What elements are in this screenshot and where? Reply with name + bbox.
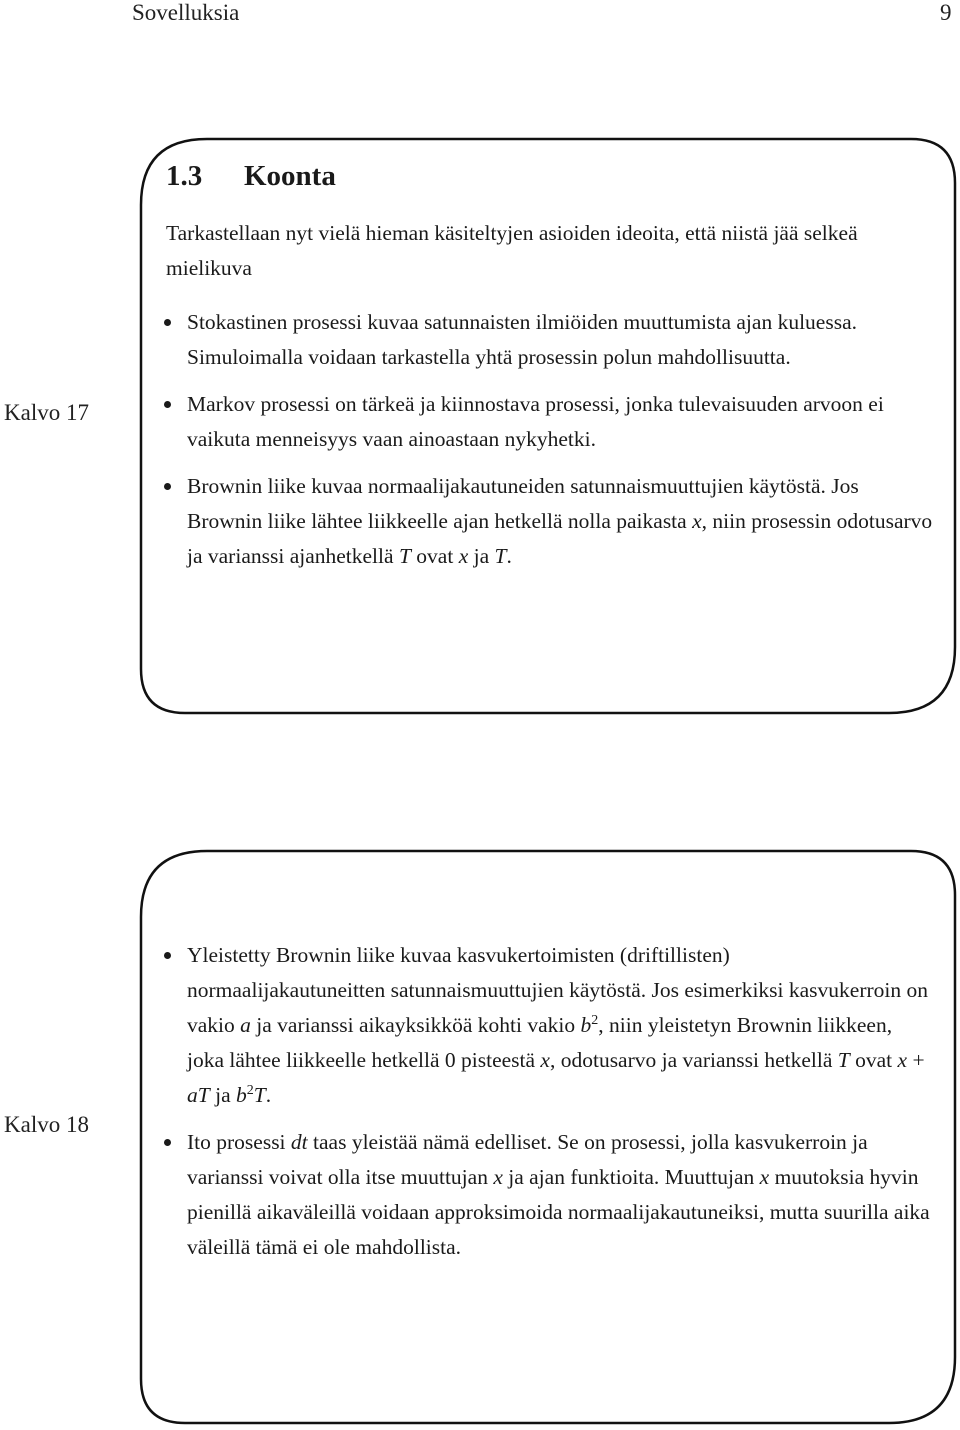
text-run: ja xyxy=(468,544,495,568)
bullet-dot-icon xyxy=(164,401,171,408)
text-run: taas yleistää nämä edelliset. Se on prosessi, jolla kasvukerroin ja varianssi voivat olla itse muuttujan xyxy=(187,1130,868,1189)
text-run: , niin prosessin odotusarvo ja varianssi ajanhetkellä xyxy=(187,509,933,568)
math-operator: + xyxy=(907,1048,925,1072)
math-var: x xyxy=(759,1165,770,1189)
math-exponent: 2 xyxy=(246,1083,254,1098)
bullet-text: Stokastinen prosessi kuvaa satunnaisten ilmiöiden muuttumista ajan kuluessa. Simuloimalla voidaan tarkastella yhtä prosessin polun mahdollisuutta. xyxy=(187,310,857,369)
math-var: x xyxy=(897,1048,908,1072)
bullet-dot-icon xyxy=(164,483,171,490)
bullet-item xyxy=(142,469,936,574)
text-run: ovat xyxy=(849,1048,898,1072)
text-run: . xyxy=(506,544,512,568)
math-var: x xyxy=(458,544,469,568)
text-run: Ito prosessi xyxy=(187,1130,291,1154)
math-var: x xyxy=(493,1165,503,1189)
page-number: 9 xyxy=(940,0,952,25)
math-var: dt xyxy=(290,1130,308,1154)
bullet-item xyxy=(142,305,936,375)
math-var: T xyxy=(494,544,507,568)
section-number: 1.3 xyxy=(166,160,203,192)
math-var: T xyxy=(398,544,411,568)
text-run: , odotusarvo ja varianssi hetkellä xyxy=(549,1048,838,1072)
bullet-dot-icon xyxy=(164,1139,171,1146)
text-run: . xyxy=(265,1083,272,1107)
text-run: Brownin liike kuvaa normaalijakautuneiden satunnaismuuttujien käytöstä. Jos Brownin liike lähtee liikkeelle ajan hetkellä nolla paikasta xyxy=(187,474,859,533)
slide-18-bullets xyxy=(142,938,932,1265)
slide-label-18: Kalvo 18 xyxy=(4,1112,89,1137)
slide-17-bullets xyxy=(142,305,936,574)
math-var: a xyxy=(240,1013,251,1037)
math-exponent: 2 xyxy=(591,1013,599,1028)
bullet-text xyxy=(187,1130,930,1259)
math-var: b xyxy=(580,1013,592,1037)
bullet-item xyxy=(142,1125,932,1265)
page-header-title: Sovelluksia xyxy=(132,0,240,25)
intro-paragraph: Tarkastellaan nyt vielä hieman käsiteltyjen asioiden ideoita, että niistä jää selkeä mielikuva xyxy=(166,221,858,280)
section-title-text: Koonta xyxy=(244,160,336,192)
bullet-text xyxy=(187,943,928,1107)
section-title xyxy=(166,158,936,194)
bullet-item xyxy=(142,387,936,457)
text-run: ja xyxy=(209,1083,236,1107)
text-run: , niin yleistetyn Brownin liikkeen, joka lähtee liikkeelle hetkellä 0 pisteestä xyxy=(187,1013,893,1072)
bullet-text: Markov prosessi on tärkeä ja kiinnostava prosessi, jonka tulevaisuuden arvoon ei vaikuta menneisyys vaan ainoastaan nykyhetki. xyxy=(187,392,884,451)
text-run: ovat xyxy=(410,544,459,568)
bullet-text xyxy=(187,474,932,568)
math-var: T xyxy=(837,1048,850,1072)
text-run: Yleistetty Brownin liike kuvaa kasvukertoimisten (driftillisten) normaalijakautuneitten satunnaismuuttujien käytöstä. Jos esimerkiksi kasvukerroin on vakio xyxy=(187,943,929,1037)
math-var: b xyxy=(236,1083,247,1107)
text-run: ja ajan funktioita. Muuttujan xyxy=(502,1165,760,1189)
bullet-dot-icon xyxy=(164,952,171,959)
text-run: ja varianssi aikayksikköä kohti vakio xyxy=(250,1013,581,1037)
slide-17-content xyxy=(166,158,936,574)
math-var: x xyxy=(540,1048,550,1072)
math-var: x xyxy=(692,509,702,533)
slide-18-content xyxy=(142,938,932,1265)
math-var: aT xyxy=(187,1083,210,1107)
slide-label-17: Kalvo 17 xyxy=(4,400,89,425)
math-var: T xyxy=(253,1083,266,1107)
bullet-item xyxy=(142,938,932,1113)
text-run: muutoksia hyvin pienillä aikaväleillä voidaan approksimoida normaalijakautuneiksi, mutta suurilla aika väleillä tämä ei ole mahdollista. xyxy=(187,1165,930,1259)
bullet-dot-icon xyxy=(164,319,171,326)
